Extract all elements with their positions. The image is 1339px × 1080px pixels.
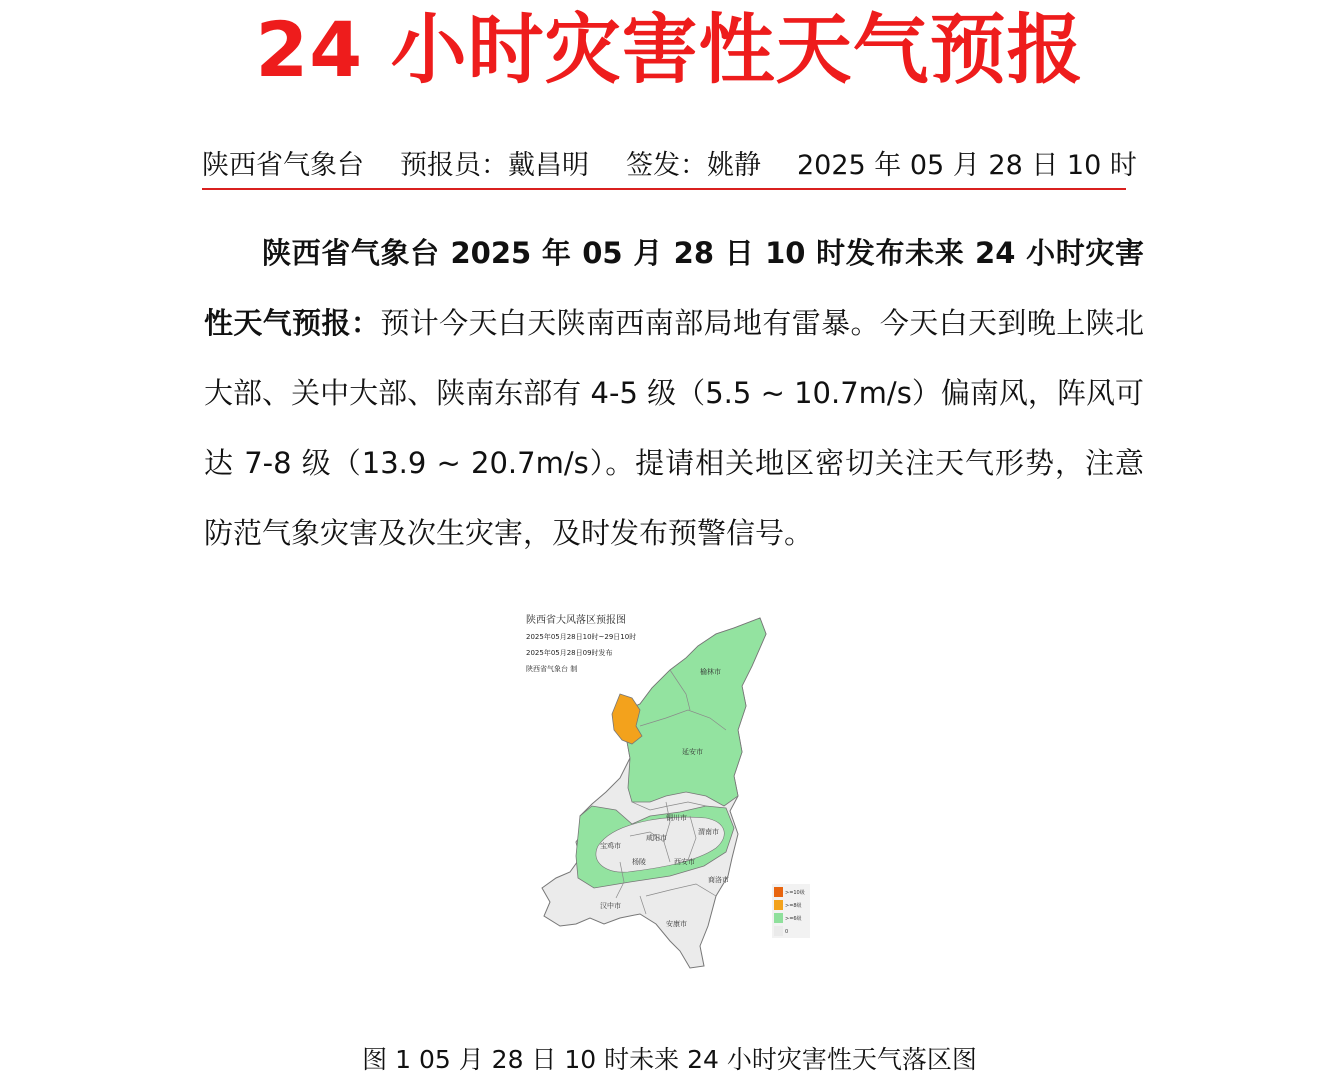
city-yangling: 杨陵	[632, 858, 646, 866]
forecaster: 预报员：戴昌明	[400, 150, 589, 181]
forecast-meta	[202, 146, 1137, 190]
forecast-lead: 陕西省气象台 2025 年 05 月 28 日 10 时发布未来 24 小时灾害性天气预报：	[204, 236, 1144, 340]
issuer: 陕西省气象台	[202, 150, 364, 181]
legend-label-1: >=10级	[785, 890, 805, 896]
city-hanzhong: 汉中市	[600, 902, 621, 910]
city-weinan: 渭南市	[698, 828, 719, 836]
legend-label-3: >=6级	[785, 916, 802, 922]
city-xianyang: 咸阳市	[646, 834, 667, 842]
forecast-text	[204, 218, 1144, 568]
city-ankang: 安康市	[666, 920, 687, 928]
map-producer: 陕西省气象台 制	[526, 665, 578, 673]
map-title: 陕西省大风落区预报图	[526, 615, 626, 626]
legend-swatch-4	[774, 926, 783, 936]
city-tongchuan: 铜川市	[666, 814, 687, 822]
wind-forecast-map	[520, 606, 820, 976]
legend-label-4: 0	[785, 929, 789, 935]
map-valid-period: 2025年05月28日10时~29日10时	[526, 633, 637, 641]
city-shangluo: 商洛市	[708, 876, 729, 884]
figure-caption: 图 1 05 月 28 日 10 时未来 24 小时灾害性天气落区图	[362, 1045, 977, 1074]
map-issued: 2025年05月28日09时发布	[526, 649, 613, 657]
city-xian: 西安市	[674, 858, 695, 866]
map-legend	[772, 884, 810, 938]
zone-level8	[612, 694, 642, 744]
city-yulin: 榆林市	[700, 668, 721, 676]
city-baoji: 宝鸡市	[600, 842, 621, 850]
legend-swatch-2	[774, 900, 783, 910]
signer: 签发：姚静	[626, 150, 761, 181]
legend-label-2: >=8级	[785, 903, 802, 909]
city-yanan: 延安市	[682, 748, 703, 756]
forecast-body: 预计今天白天陕南西南部局地有雷暴。今天白天到晚上陕北大部、关中大部、陕南东部有 4-5 级（5.5 ~ 10.7m/s）偏南风，阵风可达 7-8 级（13.9 ~ 20.7m/s）。提请相关地区密切关注天气形势，注意防范气象灾害及次生灾害，及时发布预警信号。	[204, 306, 1144, 550]
legend-swatch-3	[774, 913, 783, 923]
page-title: 24 小时灾害性天气预报	[255, 5, 1084, 94]
legend-swatch-1	[774, 887, 783, 897]
issue-datetime: 2025 年 05 月 28 日 10 时	[797, 150, 1137, 181]
